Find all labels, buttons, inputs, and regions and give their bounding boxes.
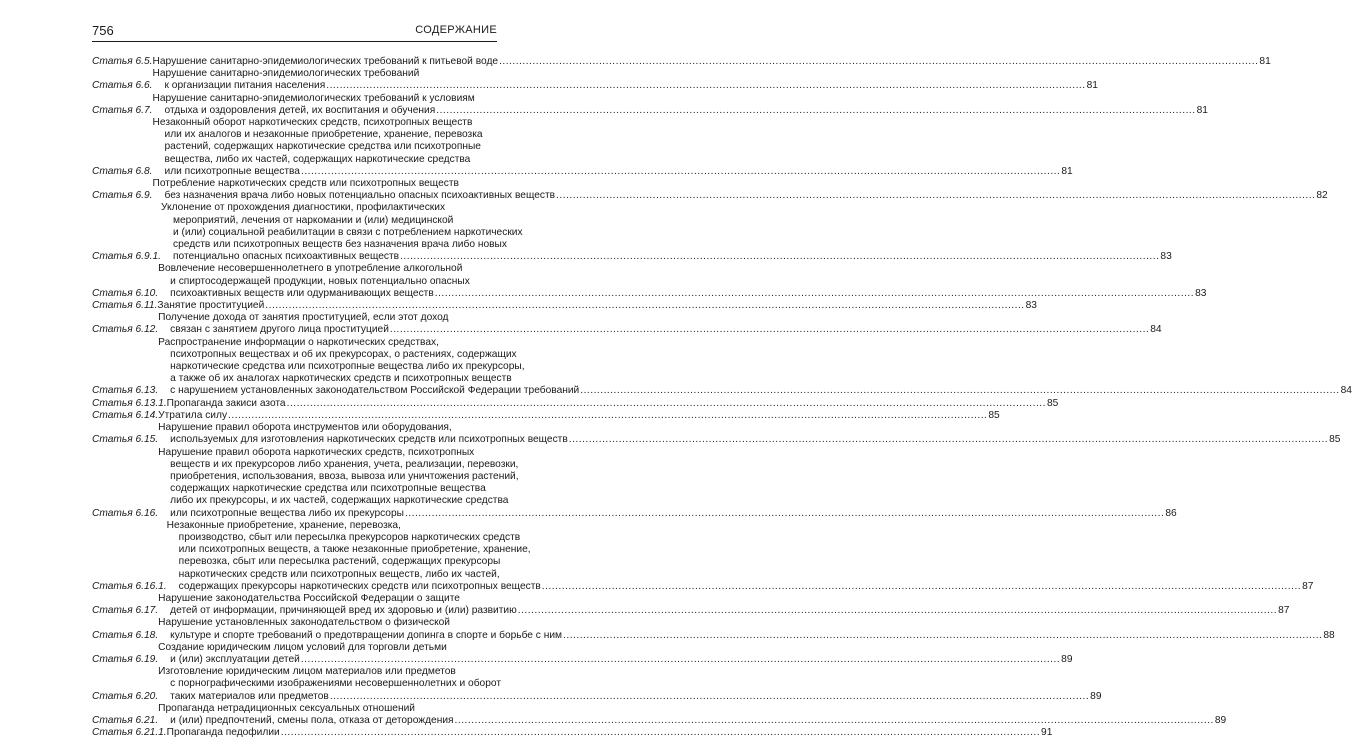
title-text: культуре и спорте требований о предотвращении допинга в спорте и борьбе с ним: [170, 629, 563, 641]
title-line: [158, 312, 499, 324]
dot-leader: [287, 398, 1046, 410]
dot-leader: [326, 80, 1085, 92]
title-text: Незаконный оборот наркотических средств, психотропных веществ: [152, 117, 473, 129]
page-ref[interactable]: 91: [1041, 727, 1053, 739]
title-text: Нарушение законодательства Российской Федерации о защите: [158, 592, 460, 604]
article-label: Статья 6.9.: [92, 190, 153, 202]
title-text: или их аналогов и незаконные приобретение, хранение, перевозка: [164, 129, 483, 141]
article-title: [152, 178, 1328, 202]
title-line: [158, 276, 499, 288]
title-line: [158, 642, 499, 654]
page-ref[interactable]: 84: [1340, 385, 1352, 397]
title-text: Получение дохода от занятия проституцией, если этот доход: [158, 312, 449, 324]
title-text: Нарушение правил оборота инструментов или оборудования,: [158, 422, 452, 434]
title-line: [153, 141, 499, 153]
article-label: Статья 6.7.: [92, 104, 153, 116]
article-title: [161, 202, 1172, 263]
title-text: Утратила силу: [158, 409, 228, 421]
dot-leader: [301, 166, 1060, 178]
page-ref[interactable]: 89: [1061, 653, 1073, 665]
title-text: таких материалов или предметов: [170, 690, 329, 702]
title-line: [158, 495, 509, 507]
toc-entry[interactable]: [92, 92, 1208, 117]
article-title: [152, 68, 1098, 92]
title-line: [158, 605, 1290, 617]
article-label: Статья 6.6.: [92, 80, 153, 92]
article-title: [166, 727, 1053, 739]
title-text: или психотропных веществ, а также незаконные приобретение, хранение,: [178, 544, 531, 556]
title-line: [167, 520, 499, 532]
title-text: содержащих наркотические средства или психотропные вещества: [170, 483, 486, 495]
toc-entry[interactable]: [92, 178, 1328, 202]
article-label: Статья 6.12.: [92, 324, 159, 336]
page-ref[interactable]: 89: [1214, 714, 1227, 726]
article-title: [152, 92, 1208, 117]
toc-entry[interactable]: [92, 592, 1290, 617]
dot-leader: [228, 410, 987, 422]
title-text: психоактивных веществ или одурманивающих веществ: [170, 287, 434, 299]
running-header: [92, 21, 497, 42]
dot-leader: [390, 324, 1149, 336]
title-line: [167, 531, 521, 544]
title-text: психотропных веществах и об их прекурсорах, о растениях, содержащих: [170, 348, 517, 360]
article-title: [158, 422, 1341, 446]
title-text: Нарушение установленных законодательством о физической: [158, 617, 451, 629]
title-text: к организации питания населения: [164, 80, 326, 92]
dot-leader: [435, 288, 1194, 300]
title-line: [158, 690, 1102, 703]
page-ref[interactable]: 81: [1196, 104, 1208, 116]
title-text: Незаконные приобретение, хранение, перевозка,: [166, 519, 401, 531]
article-title: [152, 56, 1271, 68]
title-text: Уклонение от прохождения диагностики, профилактических: [161, 202, 446, 214]
toc-entry[interactable]: [92, 666, 1102, 703]
toc-entry[interactable]: [92, 641, 1073, 666]
page-ref[interactable]: 85: [988, 409, 1000, 421]
title-line: [158, 629, 1335, 642]
dot-leader: [499, 56, 1258, 68]
toc-entry[interactable]: [92, 397, 1059, 410]
page-ref[interactable]: 82: [1316, 190, 1328, 202]
title-line: [161, 215, 499, 227]
dot-leader: [436, 105, 1195, 117]
title-text: а также об их аналогах наркотических средств и психотропных веществ: [170, 373, 512, 385]
title-text: Нарушение санитарно-эпидемиологических требований к питьевой воде: [152, 56, 499, 67]
article-title: [158, 702, 1227, 727]
dot-leader: [569, 434, 1328, 446]
article-label: Статья 6.18.: [92, 629, 159, 641]
dot-leader: [400, 251, 1159, 263]
toc-entry[interactable]: [92, 202, 1172, 263]
title-line: [158, 385, 1352, 397]
article-title: [158, 446, 1177, 520]
page-ref[interactable]: 89: [1090, 690, 1102, 702]
title-text: с порнографическими изображениями несовершеннолетних и оборот: [170, 678, 501, 690]
title-line: [158, 593, 499, 605]
title-text: и (или) социальной реабилитации в связи с потреблением наркотических: [173, 226, 523, 238]
title-line: [161, 251, 1172, 263]
title-line: [153, 80, 1098, 92]
title-text: Занятие проституцией: [157, 300, 265, 312]
title-line: [158, 348, 517, 361]
title-text: Пропаганда закиси азота: [166, 397, 286, 409]
article-title: [152, 117, 1073, 178]
article-label: Статья 6.13.: [92, 385, 159, 397]
article-label: Статья 6.10.: [92, 287, 159, 299]
article-label: Статья 6.19.: [92, 653, 159, 665]
title-line: [167, 580, 1314, 593]
article-title: [158, 312, 1162, 336]
title-line: [157, 300, 1037, 312]
title-text: либо их прекурсоры, и их частей, содержащих наркотические средства: [170, 495, 509, 507]
title-line: [158, 666, 499, 678]
title-text: Потребление наркотических средств или психотропных веществ: [152, 178, 459, 190]
title-text: средств или психотропных веществ без назначения врача либо новых: [173, 239, 507, 251]
article-label: Статья 6.5.: [92, 56, 153, 67]
page-ref[interactable]: 84: [1150, 324, 1162, 336]
toc-entry[interactable]: [92, 409, 1000, 422]
article-label: Статья 6.16.: [92, 507, 159, 519]
article-title: [158, 263, 1207, 300]
title-line: [158, 373, 512, 385]
toc-entry[interactable]: [92, 422, 1341, 446]
title-line: [153, 117, 499, 129]
title-text: Вовлечение несовершеннолетнего в употребление алкогольной: [158, 263, 463, 275]
title-text: Изготовление юридическим лицом материалов или предметов: [158, 666, 456, 678]
title-text: перевозка, сбыт или пересылка растений, содержащих прекурсоры: [178, 556, 501, 568]
title-text: вещества, либо их частей, содержащих наркотические средства: [164, 153, 471, 165]
dot-leader: [301, 654, 1060, 666]
title-text: и (или) эксплуатации детей: [170, 653, 300, 665]
title-line: [161, 239, 507, 251]
title-line: [158, 447, 499, 459]
dot-leader: [405, 508, 1164, 520]
page-ref[interactable]: 86: [1165, 507, 1177, 519]
article-title: [157, 300, 1037, 312]
table-of-contents: [92, 56, 1352, 739]
page-ref[interactable]: 81: [1259, 56, 1271, 67]
page-ref[interactable]: 85: [1046, 397, 1059, 409]
title-line: [158, 337, 499, 349]
title-text: растений, содержащих наркотические средства или психотропные: [164, 141, 481, 153]
title-line: [161, 202, 499, 214]
title-text: потенциально опасных психоактивных веществ: [173, 251, 400, 263]
article-label: Статья 6.17.: [92, 605, 159, 617]
article-title: [166, 519, 1314, 593]
toc-entry[interactable]: [92, 68, 1098, 92]
title-text: Пропаганда педофилии: [166, 727, 280, 739]
dot-leader: [580, 385, 1339, 397]
title-text: содержащих прекурсоры наркотических средств или психотропных веществ: [178, 580, 541, 592]
article-title: [158, 641, 1073, 666]
title-text: Нарушение санитарно-эпидемиологических требований: [152, 68, 420, 80]
toc-entry[interactable]: [92, 56, 1271, 68]
title-line: [158, 434, 1341, 446]
title-line: [158, 703, 499, 715]
title-line: [158, 470, 519, 483]
title-line: [153, 93, 499, 105]
article-label: Статья 6.15.: [92, 434, 159, 446]
title-line: [158, 263, 499, 275]
title-text: детей от информации, причиняющей вред их здоровью и (или) развитию: [170, 605, 517, 617]
title-line: [161, 226, 523, 239]
title-text: Создание юридическим лицом условий для торговли детьми: [158, 641, 447, 653]
title-line: [167, 544, 531, 556]
title-text: Нарушение правил оборота наркотических средств, психотропных: [158, 446, 475, 458]
title-line: [158, 458, 519, 471]
page-ref[interactable]: 88: [1323, 629, 1335, 641]
title-text: и (или) предпочтений, смены пола, отказа от деторождения: [170, 714, 454, 726]
title-line: [166, 397, 1059, 410]
article-label: Статья 6.21.: [92, 714, 159, 726]
article-title: [158, 336, 1352, 398]
title-line: [158, 653, 1073, 666]
dot-leader: [518, 605, 1277, 617]
dot-leader: [330, 691, 1089, 703]
title-line: [158, 422, 499, 434]
article-label: Статья 6.13.1.: [92, 397, 167, 409]
article-label: Статья 6.9.1.: [92, 251, 161, 263]
dot-leader: [281, 727, 1040, 739]
title-text: наркотических средств или психотропных веществ, либо их частей,: [178, 568, 500, 580]
title-text: и спиртосодержащей продукции, новых потенциально опасных: [170, 275, 470, 287]
article-label: Статья 6.20.: [92, 690, 159, 702]
title-line: [153, 104, 1208, 117]
page-ref[interactable]: 81: [1061, 165, 1073, 177]
page-ref[interactable]: 81: [1086, 80, 1098, 92]
article-title: [158, 617, 1335, 641]
dot-leader: [542, 581, 1301, 593]
toc-entry[interactable]: [92, 117, 1073, 178]
page-ref[interactable]: 87: [1278, 605, 1290, 617]
title-line: [153, 165, 1073, 178]
article-label: Статья 6.11.: [92, 300, 158, 312]
page-number: 756: [92, 23, 114, 38]
title-text: мероприятий, лечения от наркомании и (или) медицинской: [173, 214, 454, 226]
page-ref[interactable]: 87: [1302, 580, 1314, 592]
title-line: [167, 556, 499, 568]
title-line: [167, 569, 499, 581]
section-title: СОДЕРЖАНИЕ: [415, 24, 497, 36]
title-line: [158, 361, 525, 373]
toc-entry[interactable]: [92, 336, 1352, 398]
title-text: или психотропные вещества: [164, 165, 300, 177]
title-line: [158, 678, 499, 690]
title-line: [158, 483, 499, 495]
title-line: [158, 409, 1000, 422]
page-ref[interactable]: 83: [1160, 251, 1172, 263]
title-text: наркотические средства или психотропные вещества либо их прекурсоры,: [170, 361, 525, 373]
article-label: Статья 6.21.1.: [92, 727, 167, 739]
title-line: [152, 56, 1271, 68]
title-text: Пропаганда нетрадиционных сексуальных отношений: [158, 702, 415, 714]
toc-entry[interactable]: [92, 312, 1162, 336]
title-text: с нарушением установленных законодательством Российской Федерации требований: [170, 385, 580, 397]
article-label: Статья 6.8.: [92, 165, 153, 177]
title-line: [158, 324, 1162, 336]
dot-leader: [265, 300, 1024, 312]
toc-entry[interactable]: [92, 446, 1177, 520]
title-text: производство, сбыт или пересылка прекурсоров наркотических средств: [178, 531, 521, 543]
title-line: [153, 154, 499, 166]
title-text: без назначения врача либо новых потенциально опасных психоактивных веществ: [164, 190, 556, 202]
title-line: [166, 727, 1053, 739]
article-label: Статья 6.14.: [92, 409, 159, 421]
title-line: [153, 68, 499, 80]
title-line: [158, 287, 1207, 300]
title-line: [153, 178, 499, 190]
article-title: [166, 397, 1059, 410]
title-line: [153, 190, 1328, 202]
title-line: [158, 617, 499, 629]
title-text: или психотропные вещества либо их прекурсоры: [170, 507, 404, 519]
title-text: отдыха и оздоровления детей, их воспитания и обучения: [164, 104, 436, 116]
dot-leader: [556, 190, 1315, 202]
title-text: веществ и их прекурсоров либо хранения, учета, реализации, перевозки,: [170, 458, 519, 470]
title-line: [153, 129, 499, 141]
dot-leader: [563, 630, 1322, 642]
toc-entry[interactable]: [92, 702, 1227, 727]
toc-entry[interactable]: [92, 727, 1053, 739]
title-text: связан с занятием другого лица проституцией: [170, 324, 389, 336]
title-text: Распространение информации о наркотических средствах,: [158, 336, 439, 348]
toc-entry[interactable]: [92, 617, 1335, 641]
page-ref[interactable]: 85: [1329, 434, 1341, 446]
title-text: используемых для изготовления наркотических средств или психотропных веществ: [170, 434, 568, 446]
page-ref[interactable]: 83: [1195, 287, 1207, 299]
title-line: [158, 507, 1177, 520]
dot-leader: [455, 715, 1214, 727]
toc-entry[interactable]: [92, 300, 1037, 312]
article-title: [158, 592, 1290, 617]
article-title: [158, 409, 1000, 422]
article-label: Статья 6.16.1.: [92, 580, 167, 592]
title-line: [158, 714, 1227, 727]
title-text: Нарушение санитарно-эпидемиологических требований к условиям: [152, 92, 475, 104]
page-ref[interactable]: 83: [1025, 300, 1037, 312]
title-text: приобретения, использования, ввоза, вывоза или уничтожения растений,: [170, 470, 519, 482]
article-title: [158, 666, 1102, 703]
toc-entry[interactable]: [92, 519, 1314, 593]
toc-entry[interactable]: [92, 263, 1207, 300]
